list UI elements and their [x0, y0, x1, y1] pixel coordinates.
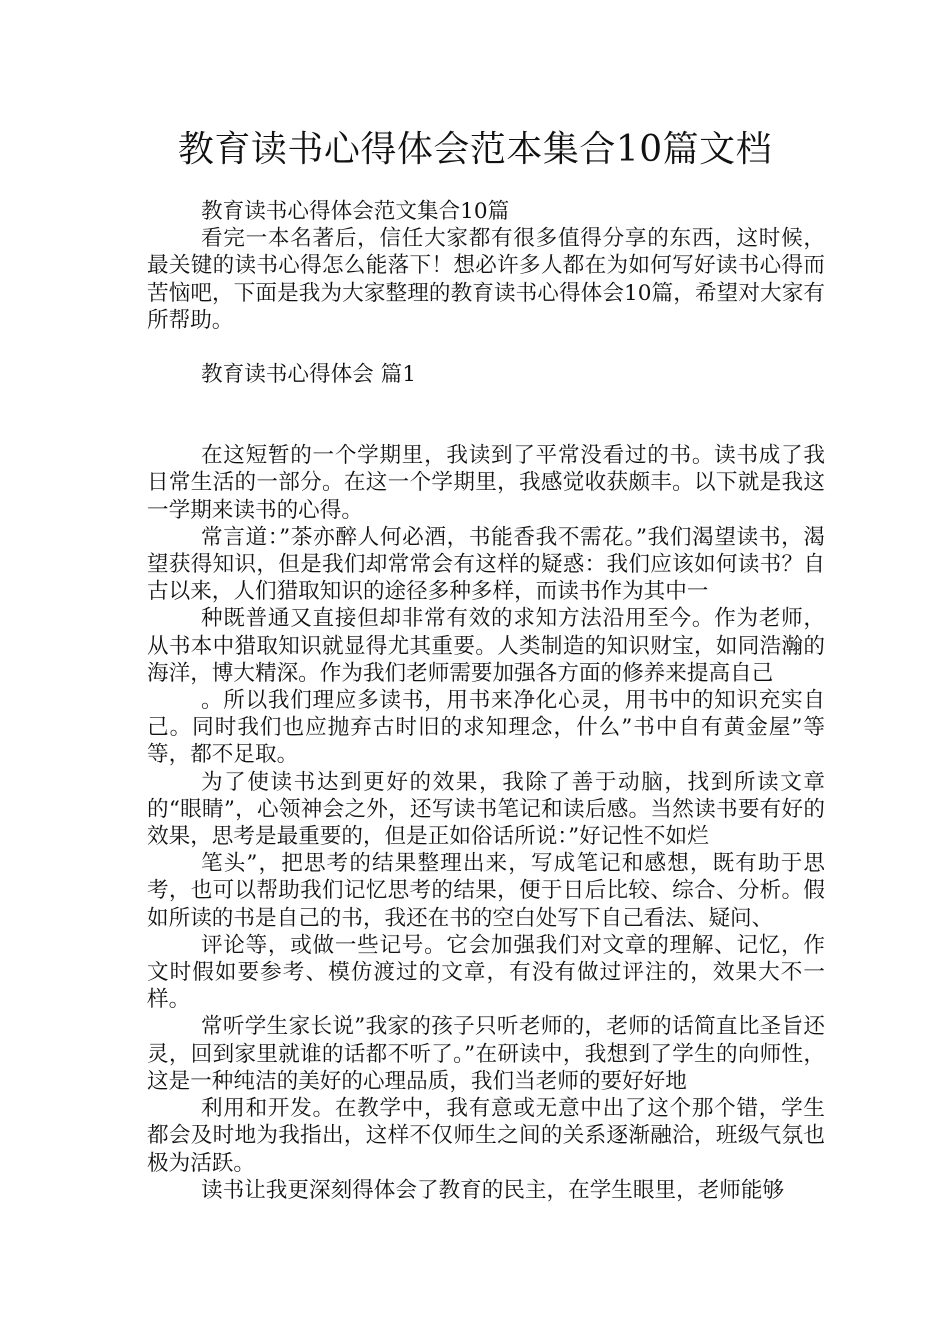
body-paragraph: 为了使读书达到更好的效果，我除了善于动脑，找到所读文章的“眼睛”，心领神会之外，还写读书笔记和读后感。当然读书要有好的效果，思考是最重要的，但是正如俗话所说：”好记性不如烂 — [147, 769, 825, 850]
paragraph-gap — [147, 388, 825, 415]
paragraph-gap — [147, 334, 825, 361]
intro-paragraph: 看完一本名著后，信任大家都有很多值得分享的东西，这时候，最关键的读书心得怎么能落下！想必许多人都在为如何写好读书心得而苦恼吧，下面是我为大家整理的教育读书心得体会10篇，希望对大家有所帮助。 — [147, 226, 825, 333]
body-paragraph: 笔头”，把思考的结果整理出来，写成笔记和感想，既有助于思考，也可以帮助我们记忆思考的结果，便于日后比较、综合、分析。假如所读的书是自己的书，我还在书的空白处写下自己看法、疑问、 — [147, 851, 825, 931]
body-paragraph: 利用和开发。在教学中，我有意或无意中出了这个那个错，学生都会及时地为我指出，这样不仅师生之间的关系逐渐融洽，班级气氛也极为活跃。 — [147, 1096, 825, 1176]
body-paragraph: 。所以我们理应多读书，用书来净化心灵，用书中的知识充实自己。同时我们也应抛弃古时旧的求知理念，什么”书中自有黄金屋”等等，都不足取。 — [147, 688, 825, 768]
document-body — [147, 198, 825, 1204]
body-paragraph: 常听学生家长说”我家的孩子只听老师的，老师的话简直比圣旨还灵，回到家里就谁的话都不听了。”在研读中，我想到了学生的向师性，这是一种纯洁的美好的心理品质，我们当老师的要好好地 — [147, 1014, 825, 1094]
section-heading: 教育读书心得体会 篇1 — [201, 362, 416, 388]
body-paragraph: 种既普通又直接但却非常有效的求知方法沿用至今。作为老师，从书本中猎取知识就显得尤其重要。人类制造的知识财宝，如同浩瀚的海洋，博大精深。作为我们老师需要加强各方面的修养来提高自己 — [147, 606, 825, 686]
body-paragraph: 常言道：”茶亦醉人何必酒，书能香我不需花。”我们渴望读书，渴望获得知识，但是我们却常常会有这样的疑惑：我们应该如何读书？自古以来，人们猎取知识的途径多种多样，而读书作为其中一 — [147, 524, 825, 605]
body-paragraph: 在这短暂的一个学期里，我读到了平常没看过的书。读书成了我日常生活的一部分。在这一个学期里，我感觉收获颇丰。以下就是我这一学期来读书的心得。 — [147, 443, 825, 523]
subtitle-paragraph: 教育读书心得体会范文集合10篇 — [201, 199, 510, 224]
body-paragraph: 评论等，或做一些记号。它会加强我们对文章的理解、记忆，作文时假如要参考、模仿渡过的文章，有没有做过评注的，效果大不一样。 — [147, 932, 825, 1013]
paragraph-gap — [147, 415, 825, 442]
body-paragraph: 读书让我更深刻得体会了教育的民主，在学生眼里，老师能够 — [201, 1177, 785, 1203]
document-title: 教育读书心得体会范本集合10篇文档 — [177, 129, 773, 170]
